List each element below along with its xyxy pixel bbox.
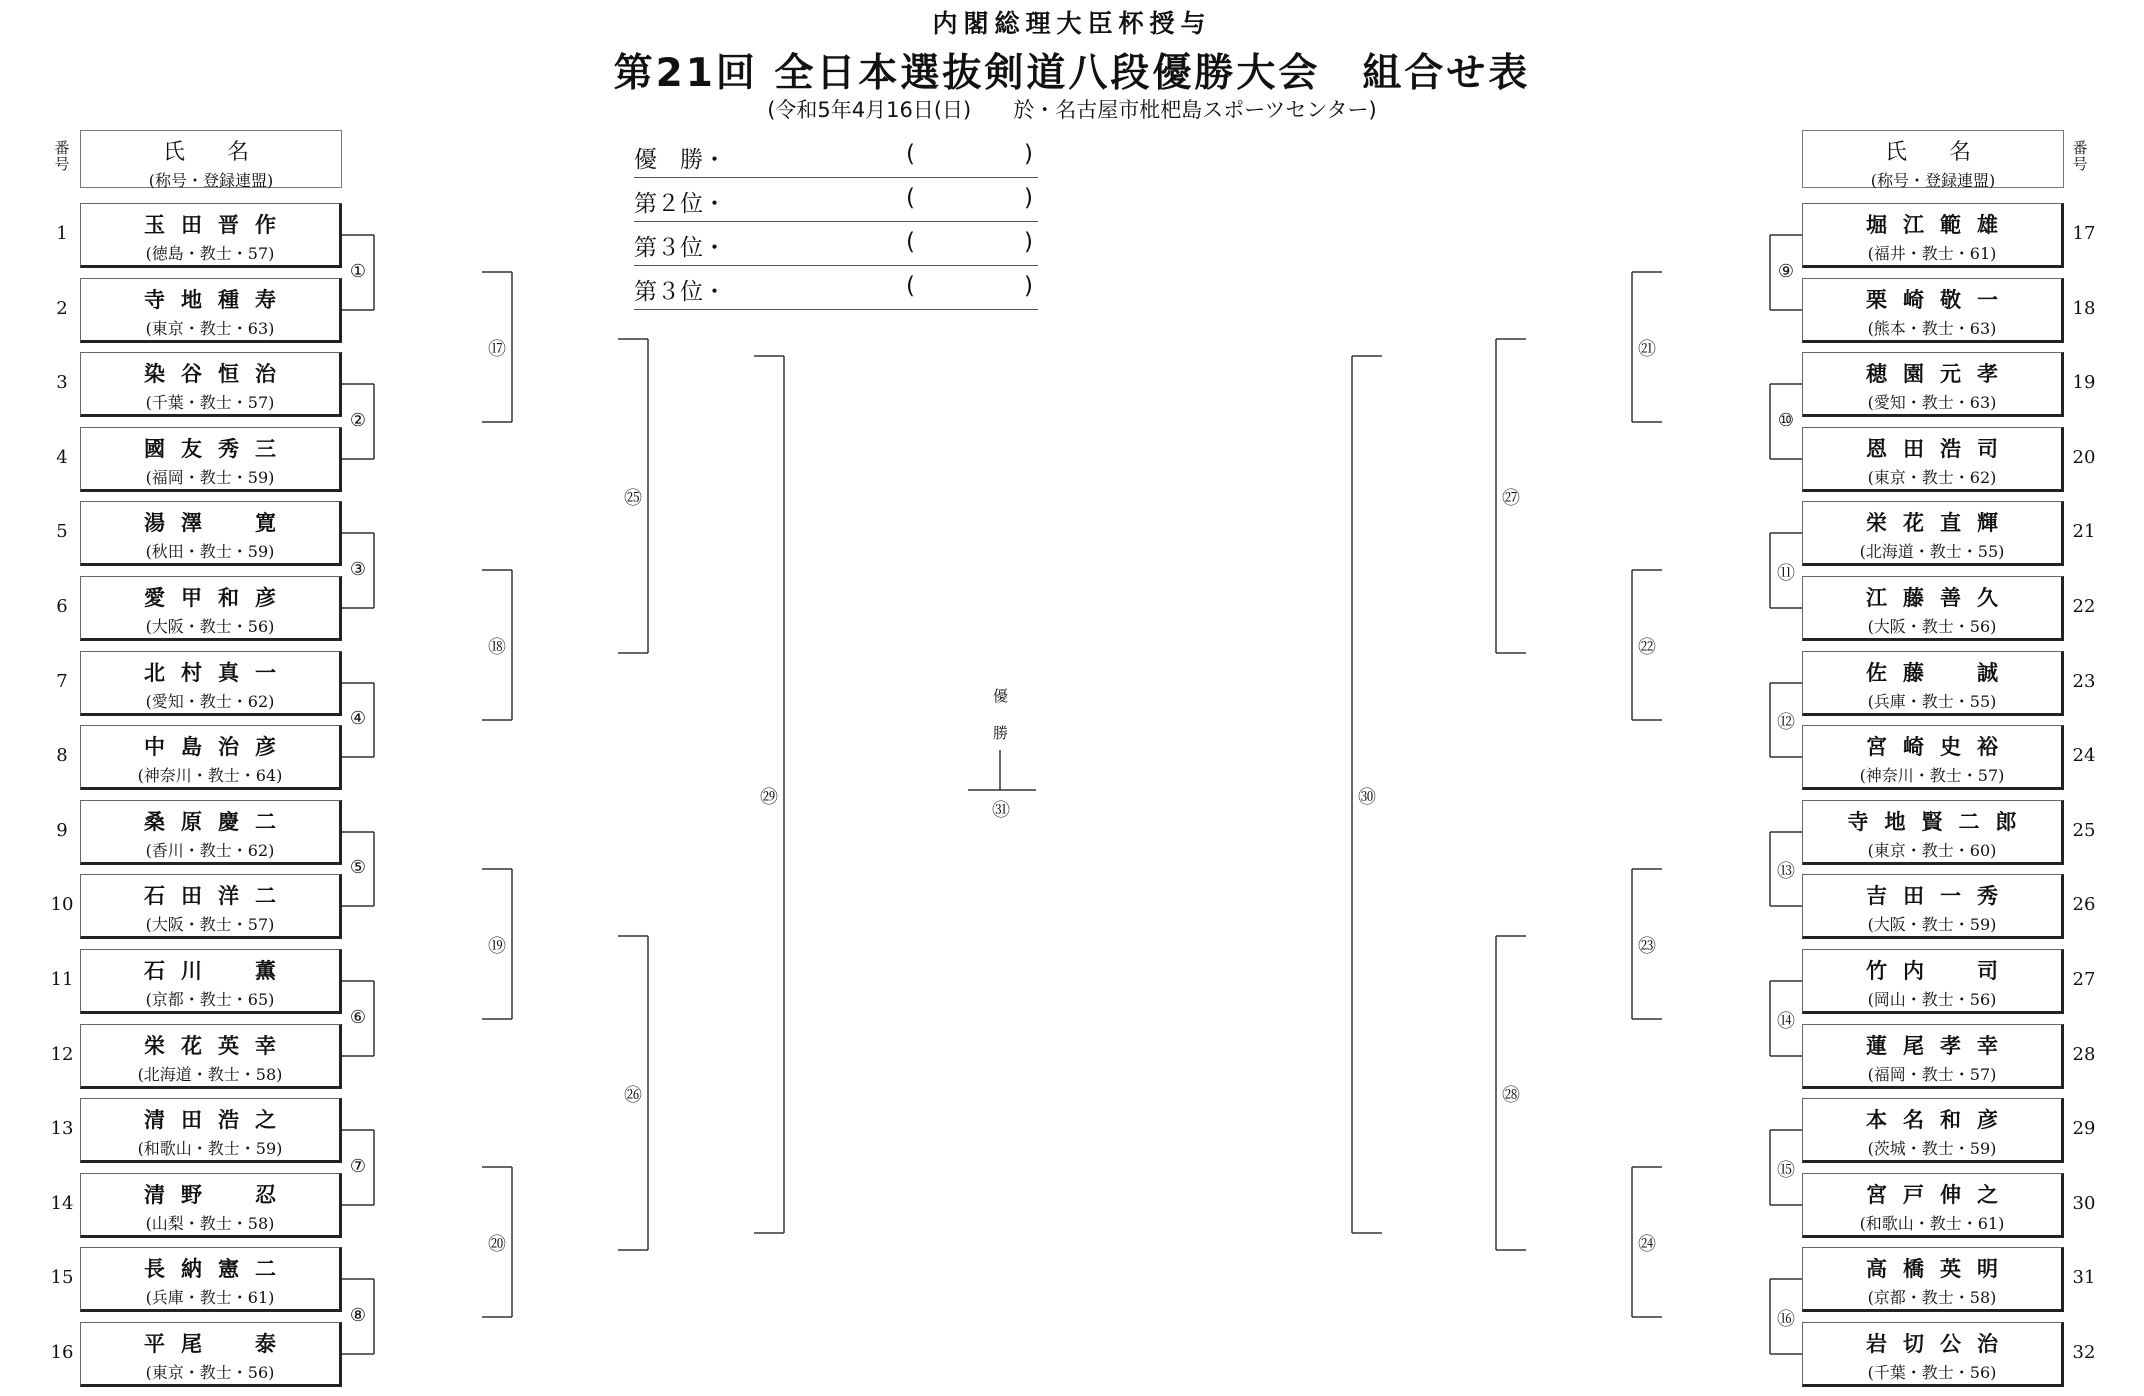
player-name: 本名和彦 [1866,1107,2014,1132]
result-label: 第２位・ [634,191,726,217]
match-number-7: ⑦ [349,1155,367,1177]
player-number: 30 [2072,1193,2096,1214]
player-slot [80,576,342,641]
player-name: 高橋英明 [1866,1256,2014,1281]
player-number: 11 [50,969,74,990]
final-label-1: 優 [993,687,1009,705]
match-number-15: ⑮ [1777,1159,1795,1181]
final-label-2: 勝 [993,724,1009,742]
match-number-31: ㉛ [992,800,1010,821]
player-slot [80,203,342,268]
player-slot [80,278,342,343]
player-info: (東京・教士・60) [1867,841,1997,860]
page-title: 第21回 全日本選抜剣道八段優勝大会 組合せ表 [613,51,1531,96]
player-number: 13 [50,1118,74,1139]
player-name: 江藤善久 [1866,585,2014,610]
player-name: 吉田一秀 [1866,883,2014,908]
player-number: 5 [56,521,68,542]
match-number-2: ② [349,409,367,431]
player-slot [80,352,342,417]
result-paren-close: ) [1024,229,1033,255]
player-number: 27 [2072,969,2096,990]
match-number-27: ㉗ [1502,488,1520,509]
player-slot [1802,278,2064,343]
match-number-16: ⑯ [1777,1308,1795,1330]
player-name: 長納憲二 [144,1256,292,1281]
result-paren-open: ( [906,229,915,255]
player-number: 22 [2072,596,2096,617]
match-number-1: ① [349,260,367,282]
player-name: 栄花直輝 [1866,510,2014,535]
player-info: (兵庫・教士・61) [145,1288,275,1307]
player-number: 18 [2072,298,2096,319]
player-slot [1802,203,2064,268]
player-number: 25 [2072,820,2096,841]
player-number: 29 [2072,1118,2096,1139]
player-name: 栗崎敬一 [1866,287,2014,312]
player-number: 21 [2072,521,2096,542]
match-number-21: ㉑ [1638,339,1656,360]
match-number-18: ⑱ [488,637,506,658]
result-paren-open: ( [906,273,915,299]
player-name: 穂園元孝 [1866,361,2014,386]
player-slot [1802,874,2064,939]
player-slot [1802,427,2064,492]
player-name: 蓮尾孝幸 [1866,1033,2014,1058]
player-name: 竹内 司 [1866,958,2014,983]
player-number: 1 [56,223,68,244]
player-slot [1802,1173,2064,1238]
player-slot [80,949,342,1014]
result-paren-open: ( [906,141,915,167]
player-slot [1802,576,2064,641]
player-name: 栄花英幸 [144,1033,292,1058]
player-info: (徳島・教士・57) [145,244,275,263]
player-name: 國友秀三 [144,436,292,461]
player-number: 10 [50,894,74,915]
match-number-14: ⑭ [1777,1010,1795,1032]
name-sub-label: (称号・登録連盟) [148,171,274,190]
player-name: 寺地種寿 [144,287,292,312]
player-number: 6 [56,596,68,617]
match-number-25: ㉕ [624,488,642,509]
player-number: 20 [2072,447,2096,468]
match-number-30: ㉚ [1358,786,1376,808]
match-number-10: ⑩ [1777,409,1795,431]
match-number-24: ㉔ [1638,1234,1656,1255]
match-number-22: ㉒ [1638,637,1656,658]
number-label-left: 番号 [54,139,70,173]
player-name: 染谷恒治 [144,361,292,386]
result-paren-close: ) [1024,141,1033,167]
player-name: 宮崎史裕 [1866,734,2014,759]
player-slot [80,800,342,865]
player-info: (熊本・教士・63) [1867,319,1997,338]
player-number: 14 [50,1193,74,1214]
player-info: (大阪・教士・56) [1867,617,1997,636]
match-number-13: ⑬ [1777,861,1795,882]
player-name: 佐藤 誠 [1866,660,2014,685]
match-number-29: ㉙ [760,786,778,808]
player-info: (愛知・教士・62) [145,692,275,711]
player-info: (福岡・教士・59) [145,468,275,487]
player-number: 16 [50,1342,74,1363]
player-slot [1802,949,2064,1014]
player-info: (和歌山・教士・59) [137,1139,283,1158]
player-name: 寺地賢二郎 [1847,809,2033,834]
player-number: 2 [56,298,68,319]
player-info: (東京・教士・62) [1867,468,1997,487]
result-label: 第３位・ [634,235,726,261]
player-slot [1802,1322,2064,1387]
player-number: 17 [2072,223,2096,244]
player-info: (東京・教士・63) [145,319,275,338]
player-info: (東京・教士・56) [145,1363,275,1382]
player-info: (福井・教士・61) [1867,244,1997,263]
player-slot [1802,800,2064,865]
player-info: (和歌山・教士・61) [1859,1214,2005,1233]
player-slot [1802,1098,2064,1163]
player-slot [80,1322,342,1387]
name-label: 氏 名 [162,140,259,165]
match-number-5: ⑤ [349,857,367,878]
player-info: (福岡・教士・57) [1867,1065,1997,1084]
player-name: 玉田晋作 [144,212,292,237]
result-paren-close: ) [1024,273,1033,299]
player-number: 24 [2072,745,2096,766]
player-info: (千葉・教士・57) [145,393,275,412]
player-name: 桑原慶二 [144,809,292,834]
player-info: (岡山・教士・56) [1867,990,1997,1009]
player-slot [1802,651,2064,716]
player-name: 湯澤 寛 [144,510,292,535]
player-name: 平尾 泰 [144,1331,292,1356]
player-info: (愛知・教士・63) [1867,393,1997,412]
player-slot [80,725,342,790]
player-number: 4 [56,447,68,468]
player-info: (大阪・教士・57) [145,915,275,934]
player-info: (北海道・教士・58) [137,1065,283,1084]
match-number-23: ㉓ [1638,936,1656,957]
player-number: 23 [2072,671,2096,692]
player-info: (北海道・教士・55) [1859,542,2005,561]
match-number-17: ⑰ [488,339,506,360]
player-info: (神奈川・教士・64) [137,766,283,785]
number-label-right: 番号 [2072,139,2088,173]
player-slot [1802,501,2064,566]
player-number: 9 [56,820,68,841]
result-paren-close: ) [1024,185,1033,211]
player-slot [1802,352,2064,417]
match-number-28: ㉘ [1502,1085,1520,1106]
player-info: (兵庫・教士・55) [1867,692,1997,711]
award-heading: 内閣総理大臣杯授与 [932,9,1212,38]
player-slot [80,1024,342,1089]
player-info: (茨城・教士・59) [1867,1139,1997,1158]
match-number-6: ⑥ [349,1006,367,1028]
player-name: 清野 忍 [144,1182,292,1207]
result-label: 優 勝・ [634,147,726,173]
match-number-20: ⑳ [488,1234,506,1255]
player-slot [1802,1024,2064,1089]
player-info: (秋田・教士・59) [145,542,275,561]
player-number: 7 [56,671,68,692]
player-number: 26 [2072,894,2096,915]
player-name: 清田浩之 [144,1107,292,1132]
name-sub-label: (称号・登録連盟) [1870,171,1996,190]
player-number: 32 [2072,1342,2096,1363]
name-label: 氏 名 [1884,140,1981,165]
player-slot [80,1247,342,1312]
player-name: 宮戸伸之 [1866,1182,2014,1207]
match-number-26: ㉖ [624,1085,642,1106]
player-slot [80,651,342,716]
player-slot [80,501,342,566]
date-venue: (令和5年4月16日(日) 於・名古屋市枇杷島スポーツセンター) [767,98,1377,122]
player-name: 愛甲和彦 [144,585,292,610]
player-name: 堀江範雄 [1866,212,2014,237]
match-number-3: ③ [349,558,367,580]
player-info: (千葉・教士・56) [1867,1363,1997,1382]
player-name: 岩切公治 [1866,1331,2014,1356]
player-info: (山梨・教士・58) [145,1214,275,1233]
match-number-4: ④ [349,708,367,729]
result-label: 第３位・ [634,279,726,305]
player-number: 19 [2072,372,2096,393]
player-number: 15 [50,1267,74,1288]
player-name: 恩田浩司 [1866,436,2014,461]
player-info: (神奈川・教士・57) [1859,766,2005,785]
player-slot [80,1098,342,1163]
player-info: (京都・教士・58) [1867,1288,1997,1307]
match-number-12: ⑫ [1777,712,1795,733]
player-info: (香川・教士・62) [145,841,275,860]
player-info: (大阪・教士・56) [145,617,275,636]
match-number-8: ⑧ [349,1304,367,1326]
player-number: 3 [56,372,68,393]
player-number: 8 [56,745,68,766]
player-slot [80,427,342,492]
player-name: 中島治彦 [144,734,292,759]
player-info: (大阪・教士・59) [1867,915,1997,934]
player-number: 31 [2072,1267,2096,1288]
player-info: (京都・教士・65) [145,990,275,1009]
player-name: 北村真一 [144,660,292,685]
player-name: 石川 薫 [144,958,292,983]
match-number-11: ⑪ [1777,562,1795,584]
result-paren-open: ( [906,185,915,211]
player-slot [1802,1247,2064,1312]
player-slot [80,874,342,939]
match-number-19: ⑲ [488,936,506,957]
match-number-9: ⑨ [1777,260,1795,282]
player-number: 12 [50,1044,74,1065]
player-slot [1802,725,2064,790]
player-slot [80,1173,342,1238]
player-number: 28 [2072,1044,2096,1065]
player-name: 石田洋二 [144,883,292,908]
